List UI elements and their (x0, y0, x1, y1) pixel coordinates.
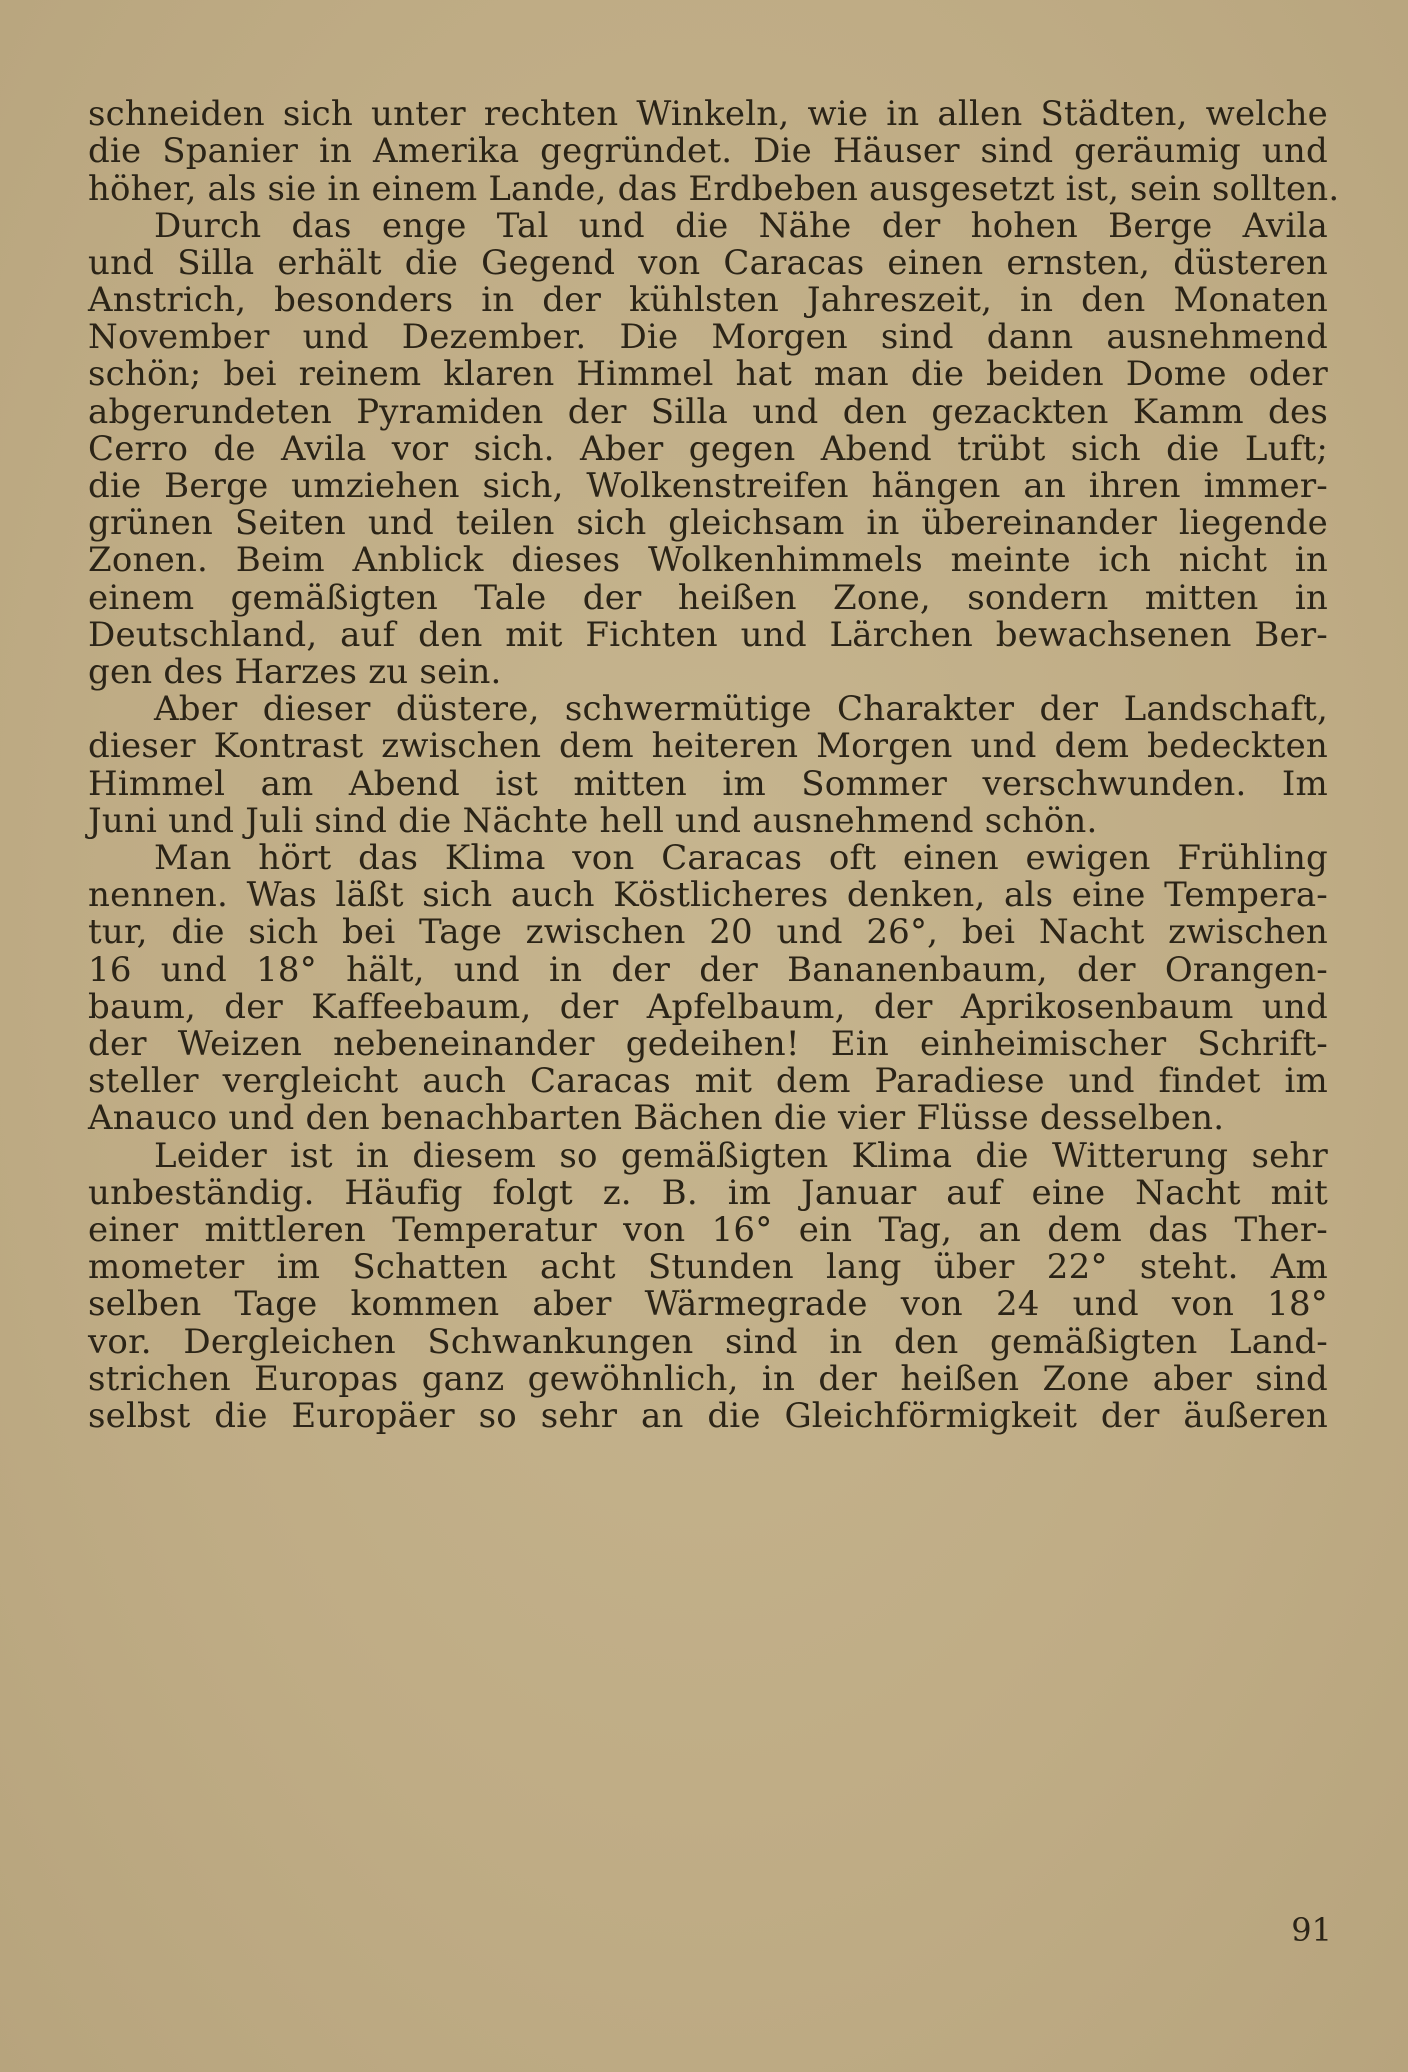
text-line: die Berge umziehen sich, Wolkenstreifen hängen an ihren immer- (88, 466, 1328, 506)
text-line: höher, als sie in einem Lande, das Erdbeben ausgesetzt ist, sein sollten. (88, 169, 1340, 209)
text-line: Anstrich, besonders in der kühlsten Jahreszeit, in den Monaten (88, 280, 1328, 320)
text-line: Zonen. Beim Anblick dieses Wolkenhimmels meinte ich nicht in (88, 540, 1328, 581)
text-line: Cerro de Avila vor sich. Aber gegen Abend trübt sich die Luft; (88, 428, 1328, 469)
text-line: schneiden sich unter rechten Winkeln, wie in allen Städten, welche (88, 94, 1328, 134)
text-line: 16 und 18° hält, und in der der Bananenbaum, der Orangen- (88, 949, 1328, 990)
text-line: dieser Kontrast zwischen dem heiteren Morgen und dem bedeckten (88, 726, 1328, 767)
text-line: der Weizen nebeneinander gedeihen! Ein einheimischer Schrift- (88, 1024, 1328, 1064)
text-line: Juni und Juli sind die Nächte hell und ausnehmend schön. (88, 800, 1098, 841)
text-line: steller vergleicht auch Caracas mit dem Paradiese und findet im (88, 1061, 1328, 1102)
text-line: schön; bei reinem klaren Himmel hat man die beiden Dome oder (88, 354, 1328, 395)
text-line: einer mittleren Temperatur von 16° ein Tag, an dem das Ther- (88, 1210, 1328, 1250)
text-line: unbeständig. Häufig folgt z. B. im Januar auf eine Nacht mit (88, 1172, 1328, 1213)
text-line: Man hört das Klima von Caracas oft einen ewigen Frühling (154, 838, 1328, 878)
text-line: vor. Dergleichen Schwankungen sind in den gemäßigten Land- (88, 1321, 1328, 1362)
text-line: selben Tage kommen aber Wärmegrade von 24 und von 18° (88, 1284, 1328, 1325)
text-line: einem gemäßigten Tale der heißen Zone, sondern mitten in (88, 577, 1328, 618)
text-line: selbst die Europäer so sehr an die Gleichförmigkeit der äußeren (88, 1396, 1328, 1436)
text-line: Aber dieser düstere, schwermütige Charakter der Landschaft, (154, 689, 1328, 730)
text-line: gen des Harzes zu sein. (88, 652, 502, 692)
text-line: Anauco und den benachbarten Bächen die vier Flüsse desselben. (88, 1098, 1225, 1139)
page-number: 91 (1291, 1911, 1332, 1949)
text-line: Durch das enge Tal und die Nähe der hohen Berge Avila (154, 205, 1328, 246)
text-line: und Silla erhält die Gegend von Caracas einen ernsten, düsteren (88, 242, 1328, 283)
text-line: strichen Europas ganz gewöhnlich, in der heißen Zone aber sind (88, 1358, 1328, 1399)
text-line: grünen Seiten und teilen sich gleichsam in übereinander liegende (88, 503, 1328, 544)
text-line: tur, die sich bei Tage zwischen 20 und 26°, bei Nacht zwischen (88, 912, 1328, 953)
text-line: November und Dezember. Die Morgen sind dann ausnehmend (88, 317, 1328, 358)
text-line: Deutschland, auf den mit Fichten und Lärchen bewachsenen Ber- (88, 614, 1328, 655)
text-line: abgerundeten Pyramiden der Silla und den gezackten Kamm des (88, 391, 1328, 432)
text-line: die Spanier in Amerika gegründet. Die Häuser sind geräumig und (88, 131, 1328, 172)
text-line: mometer im Schatten acht Stunden lang über 22° steht. Am (88, 1247, 1328, 1288)
text-line: Leider ist in diesem so gemäßigten Klima die Witterung sehr (154, 1135, 1328, 1176)
text-line: nennen. Was läßt sich auch Köstlicheres denken, als eine Tempera- (88, 875, 1328, 916)
text-line: baum, der Kaffeebaum, der Apfelbaum, der Aprikosenbaum und (88, 986, 1328, 1027)
text-line: Himmel am Abend ist mitten im Sommer verschwunden. Im (88, 763, 1328, 804)
